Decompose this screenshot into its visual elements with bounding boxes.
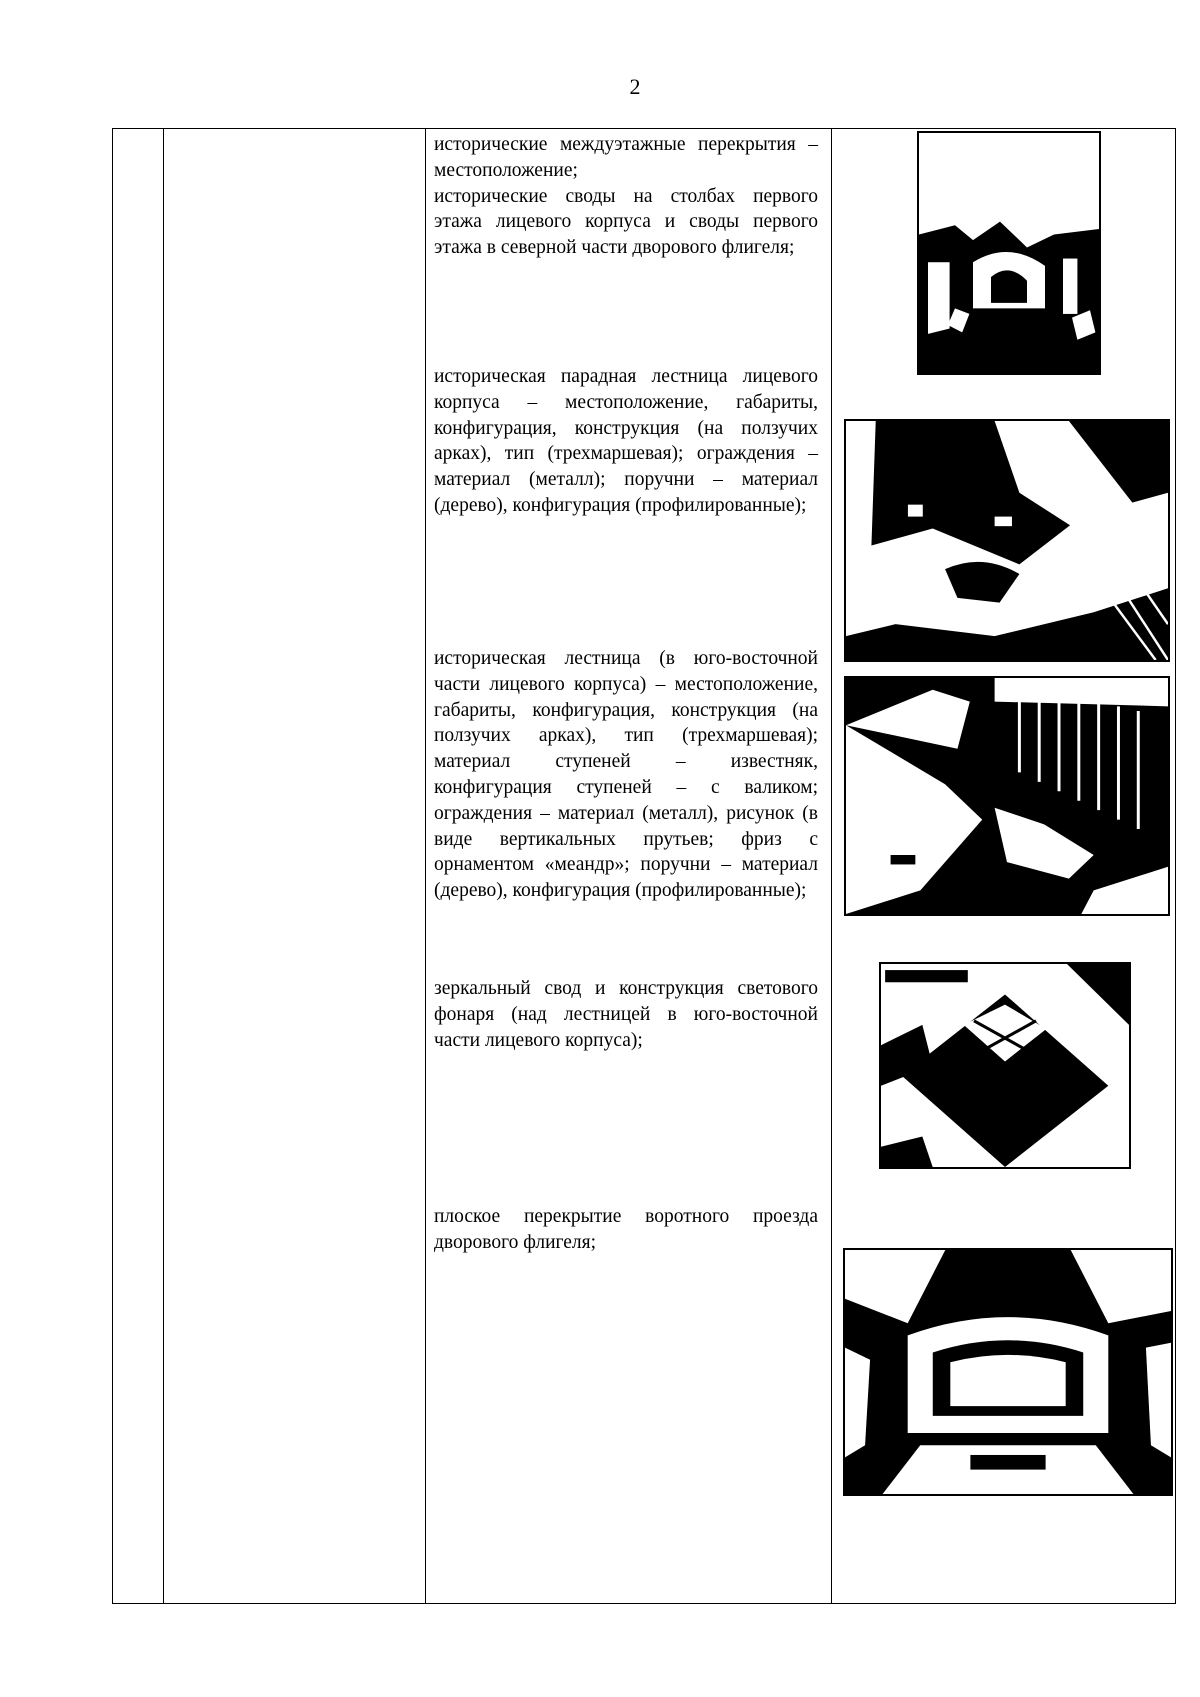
entry-text-gate-passage [434,1204,818,1256]
entry-paragraph: зеркальный свод и конструкция светового фонаря (над лестницей в юго-восточной части лицевого корпуса); [434,978,818,1051]
column-divider-1 [163,128,164,1604]
entry-text-floors-vaults [434,132,818,261]
column-divider-2 [425,128,426,1604]
page-number: 2 [629,74,641,99]
southeast-staircase-photo [844,676,1170,916]
entry-paragraph: исторические междуэтажные перекрытия – местоположение; [434,134,818,181]
column-divider-3 [831,128,832,1604]
entry-text-skylight-vault [434,976,818,1053]
entry-paragraph: исторические своды на столбах первого этажа лицевого корпуса и своды первого этажа в северной части дворового флигеля; [434,185,818,259]
entry-paragraph: плоское перекрытие воротного проезда дворового флигеля; [434,1206,818,1253]
skylight-vault-photo [879,962,1131,1169]
entry-paragraph: историческая лестница (в юго-восточной части лицевого корпуса) – местоположение, габариты, конфигурация, конструкция (на ползучих арках), тип (трехмаршевая); материал ступеней – известняк, конфигурация ступеней – с валиком; ограждения – материал (металл), рисунок (в виде вертикальных прутьев; фриз с орнаментом «меандр»; поручни – материал (дерево), конфигурация (профилированные); [434,648,818,902]
entry-paragraph: историческая парадная лестница лицевого корпуса – местоположение, габариты, конфигурация, конструкция (на ползучих арках), тип (трехмаршевая); ограждения – материал (металл); поручни – материал (дерево), конфигурация (профилированные); [434,366,818,516]
main-staircase-photo [844,419,1170,662]
entry-text-southeast-staircase [434,646,818,904]
vaulted-ground-floor-photo [917,131,1101,375]
gate-passage-photo [843,1248,1173,1496]
entry-text-main-staircase [434,364,818,519]
